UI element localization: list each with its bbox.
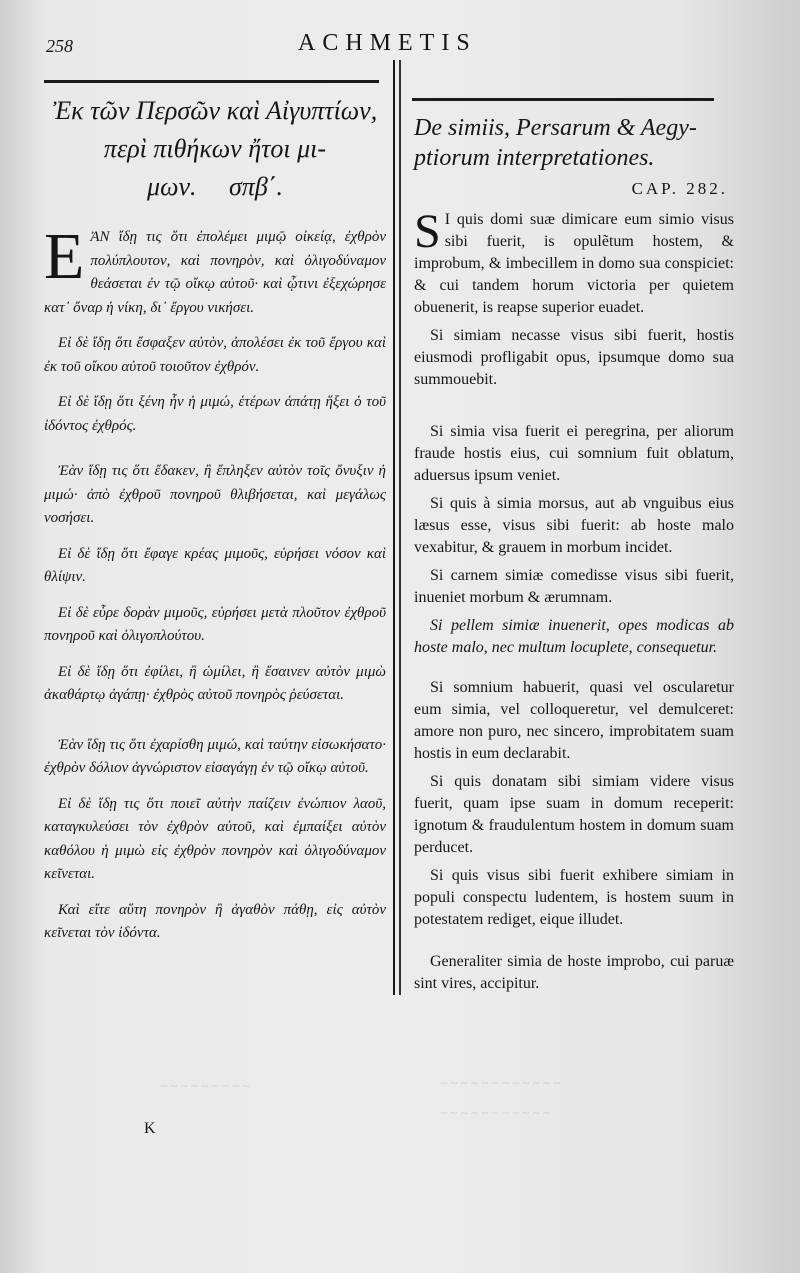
greek-paragraph [44,602,386,649]
greek-paragraph-text: Καὶ εἴτε αὕτη πονηρὸν ἢ ἀγαθὸν πάθῃ, εἰς αὐτὸν κεῖνεται τὸν ἰδόντα. [44,901,386,941]
latin-paragraph-text: Si somnium habuerit, quasi vel oscularetur eum simia, vel colloqueretur, vel demulceret: amore non puro, nec sincero, improbitatem suam hostis in eum declarabit. [414,679,734,762]
greek-title-line: Ἐκ τῶν Περσῶν καὶ Αἰγυπτίων, [52,96,378,125]
latin-title-line: ptiorum interpretationes. [414,145,655,171]
latin-paragraph [414,771,734,859]
greek-title-line: περὶ πιθήκων ἤτοι μι- [103,134,327,163]
latin-paragraph [414,865,734,931]
latin-paragraph-text: Si quis visus sibi fuerit exhibere simiam in populi conspectu ludentem, is hostem suum in potestatem rediget, eique illudet. [414,867,734,928]
show-through-decoration: ~ ~ ~ ~ ~ ~ ~ ~ ~ ~ ~ [440,1105,550,1120]
greek-paragraph [44,460,386,531]
greek-chapter-number: σπβ΄. [228,172,283,201]
greek-paragraph [44,793,386,887]
latin-paragraph-text: I quis domi suæ dimicare eum simio visus sibi fuerit, is opulẽtum hostem, & improbum, & imbecillem in domo sua conspiciet: & cui tandem horum victoria per quietem obuenerit, is reapse superior euadet. [414,211,734,316]
greek-drop-cap: E [44,220,85,293]
greek-paragraph [44,391,386,438]
latin-paragraph [414,205,734,319]
latin-chapter-number: CAP. 282. [631,179,728,198]
latin-paragraph-text: Generaliter simia de hoste improbo, cui paruæ sint vires, accipitur. [414,953,734,992]
show-through-decoration: ~ ~ ~ ~ ~ ~ ~ ~ ~ [160,1078,250,1093]
greek-paragraph [44,661,386,708]
greek-paragraph [44,543,386,590]
latin-chapter-title [414,113,734,173]
greek-paragraph-text: ἈΝ ἴδῃ τις ὅτι ἐπολέμει μιμῷ οἰκείᾳ, ἐχθρὸν πολύπλουτον, καὶ πονηρὸν, καὶ ὀλιγοδύναμον θεάσεται ἐν τῷ οἴκῳ αὐτοῦ· καὶ ᾧτινι ἐξεχώρησε κατ᾽ ὄναρ ἡ νίκη, δι᾽ ἔργου νικήσει. [44,229,386,316]
latin-paragraph-text: Si carnem simiæ comedisse visus sibi fuerit, inueniet morbum & ærumnam. [414,567,734,606]
column-divider-inner [399,60,401,995]
greek-title-line-last [44,168,386,206]
greek-paragraph [44,734,386,781]
greek-paragraph-text: Εἰ δὲ ἴδῃ ὅτι ἐφίλει, ἢ ὡμίλει, ἢ ἔσαινεν αὐτὸν μιμὼ ἀκαθάρτῳ ἀγάπῃ· ἐχθρὸς αὐτοῦ πονηρὸς ῥεύσεται. [44,663,386,703]
show-through-decoration: ~ ~ ~ ~ ~ ~ ~ ~ ~ ~ ~ ~ [440,1075,561,1090]
greek-header-rule [44,80,379,83]
latin-paragraph-text: Si simiam necasse visus sibi fuerit, hostis eiusmodi profligabit opus, ipsumque domo sua summouebit. [414,327,734,388]
latin-drop-cap: S [414,205,441,258]
signature-mark: K [144,1120,156,1137]
latin-paragraph [414,951,734,995]
latin-paragraph [414,565,734,609]
greek-paragraph [44,899,386,946]
greek-paragraph-text: Εἰ δὲ ἴδῃ ὅτι ξένη ἦν ἡ μιμώ, ἑτέρων ἀπάτῃ ἥξει ὁ τοῦ ἰδόντος ἐχθρός. [44,394,386,434]
latin-paragraph-text: Si quis à simia morsus, aut ab vnguibus eius læsus esse, visus sibi fuerit: ab hoste malo vexabitur, & grauem in morbum incidet. [414,495,734,556]
latin-paragraph-text: Si quis donatam sibi simiam videre visus fuerit, quam ipse suam in domum receperit: ignotum & fraudulentum hostem in domum suam perducet. [414,773,734,856]
column-divider [393,60,395,995]
page-number: 258 [46,36,73,56]
latin-paragraph [414,493,734,559]
running-head: ACHMETIS [298,30,477,56]
greek-paragraph-text: Εἰ δὲ ἴδῃ ὅτι ἔσφαξεν αὐτὸν, ἀπολέσει ἐκ τοῦ ἔργου καὶ ἐκ τοῦ οἴκου αὐτοῦ τοιοῦτον ἐχθρόν. [44,335,386,375]
greek-paragraph-text: Ἐὰν ἴδῃ τις ὅτι ἔδακεν, ἢ ἔπληξεν αὐτὸν τοῖς ὄνυξιν ἡ μιμώ· ἀπὸ ἐχθροῦ πονηροῦ θλιβήσεται, καὶ μεγάλως νοσήσει. [44,463,386,526]
greek-title-line: μων. [147,172,197,201]
greek-chapter-title [44,92,386,206]
latin-paragraph-text: Si simia visa fuerit ei peregrina, per aliorum fraude hostis eius, cui somnium fuit oblatum, aduersus ipsum veniet. [414,423,734,484]
latin-paragraph [414,615,734,659]
latin-paragraph [414,421,734,487]
greek-paragraph [44,220,386,320]
latin-paragraph-text: Si pellem simiæ inuenerit, opes modicas ab hoste malo, nec multum locuplete, consequetur. [414,617,734,656]
greek-column [44,92,386,958]
latin-header-rule [412,98,714,101]
latin-title-line: De simiis, Persarum & Aegy- [414,115,697,141]
greek-paragraph-text: Εἰ δὲ εὗρε δορὰν μιμοῦς, εὑρήσει μετὰ πλοῦτον ἐχθροῦ πονηροῦ καὶ ὀλιγοπλούτου. [44,604,386,644]
latin-paragraph [414,677,734,765]
greek-paragraph-text: Εἰ δὲ ἴδῃ τις ὅτι ποιεῖ αὐτὴν παίζειν ἐνώπιον λαοῦ, καταγκυλεύσει τὸν ἐχθρὸν αὐτοῦ, καὶ ἐμπαίξει αὐτὸν καθόλου ἡ μιμὼ εἰς ἐχθρὸν πονηρὸν καὶ ὀλιγοδύναμον κεῖνεται. [44,795,386,882]
greek-paragraph-text: Εἰ δὲ ἴδῃ ὅτι ἔφαγε κρέας μιμοῦς, εὑρήσει νόσον καὶ θλίψιν. [44,545,386,585]
greek-paragraph [44,332,386,379]
latin-column [414,103,734,1001]
latin-paragraph [414,325,734,391]
greek-paragraph-text: Ἐὰν ἴδῃ τις ὅτι ἐχαρίσθη μιμώ, καὶ ταύτην εἰσωκήσατο· ἐχθρὸν δόλιον ἀγνώριστον εἰσαγάγῃ ἐν τῷ οἴκῳ αὐτοῦ. [44,736,386,776]
